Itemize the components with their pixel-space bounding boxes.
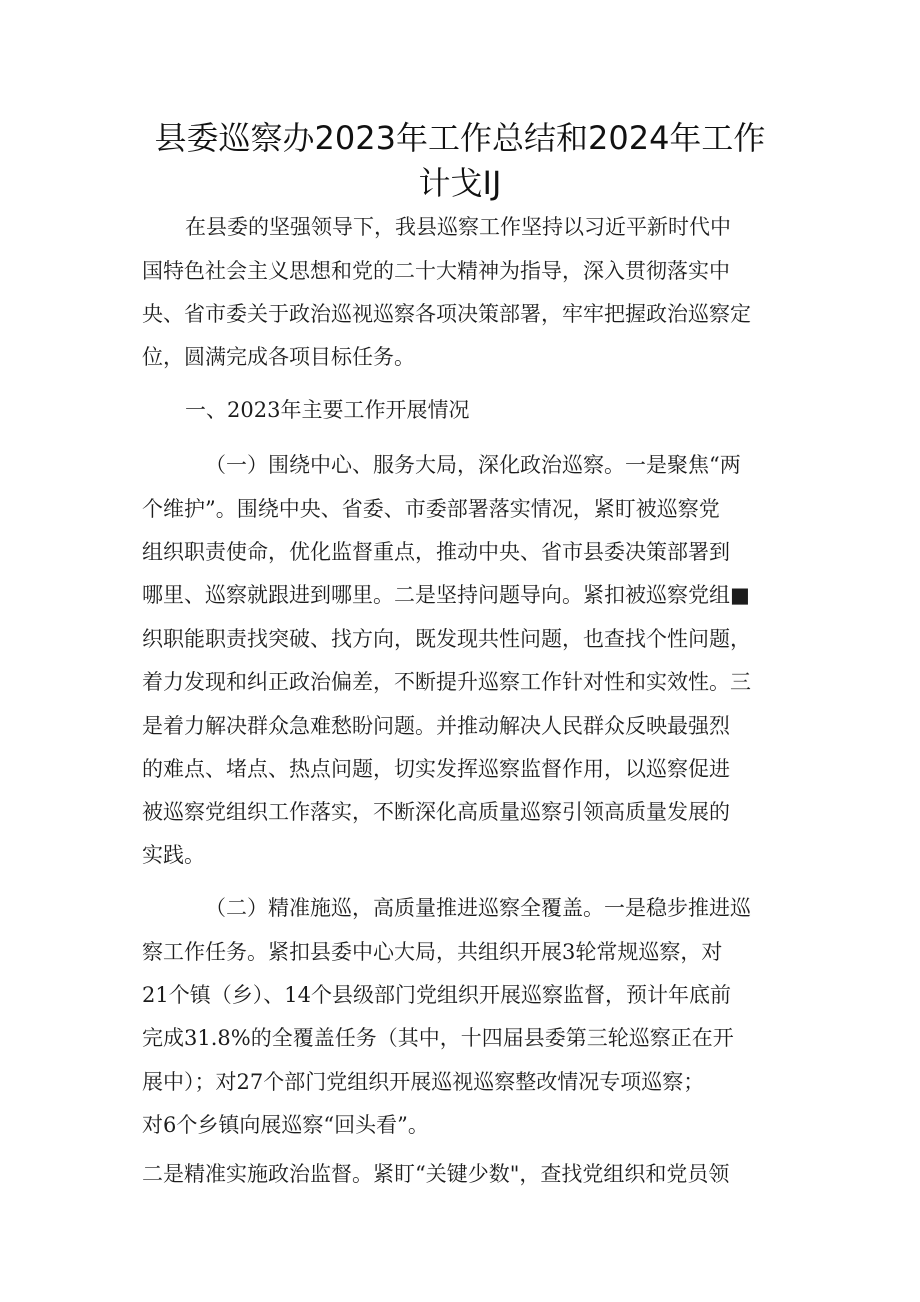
text-line: 21个镇（乡）、14个县级部门党组织开展巡察监督，预计年底前 xyxy=(142,983,731,1007)
text-line: 对6个乡镇向展巡察“回头看”。 xyxy=(142,1113,429,1137)
text-line: 展中）；对27个部门党组织开展巡视巡察整改情况专项巡察； xyxy=(142,1070,705,1094)
text-line: 二是精准实施政治监督。紧盯“关键少数"，查找党组织和党员领 xyxy=(142,1162,730,1186)
text-line: 察工作任务。紧扣县委中心大局，共组织开展3轮常规巡察，对 xyxy=(142,940,723,964)
text-line: （一）围绕中心、服务大局，深化政治巡察。一是聚焦“两 xyxy=(205,453,741,477)
text-line: 在县委的坚强领导下，我县巡察工作坚持以习近平新时代中 xyxy=(185,215,731,239)
text-line: 完成31.8%的全覆盖任务（其中，十四届县委第三轮巡察正在开 xyxy=(142,1026,734,1050)
text-line: 着力发现和纠正政治偏差，不断提升巡察工作针对性和实效性。三 xyxy=(142,670,751,694)
text-line: 是着力解决群众急难愁盼问题。并推动解决人民群众反映最强烈 xyxy=(142,714,730,738)
text-line: （二）精准施巡，高质量推进巡察全覆盖。一是稳步推进巡 xyxy=(205,896,751,920)
text-line: 国特色社会主义思想和党的二十大精神为指导，深入贯彻落实中 xyxy=(142,259,730,283)
text-line: 织职能职责找突破、找方向，既发现共性问题，也查找个性问题， xyxy=(142,627,751,651)
section-heading-text: 一、2023年主要工作开展情况 xyxy=(185,398,470,422)
text-line: 个维护”。围绕中央、省委、市委部署落实情况，紧盯被巡察党 xyxy=(142,497,720,521)
text-line: 央、省市委关于政治巡视巡察各项决策部署，牢牢把握政治巡察定 xyxy=(142,302,751,326)
text-line: 位，圆满完成各项目标任务。 xyxy=(142,345,415,369)
text-line: 的难点、堵点、热点问题，切实发挥巡察监督作用，以巡察促进 xyxy=(142,757,730,781)
text-line: 被巡察党组织工作落实，不断深化高质量巡察引领高质量发展的 xyxy=(142,800,730,824)
text-line: 实践。 xyxy=(142,843,205,867)
text-line: 哪里、巡察就跟进到哪里。二是坚持问题导向。紧扣被巡察党组■ xyxy=(142,583,750,607)
document-title-line-1: 县委巡察办2023年工作总结和2024年工作 xyxy=(154,119,766,157)
document-title-line-2: 计戈IJ xyxy=(418,164,502,202)
text-line: 组织职责使命，优化监督重点，推动中央、省市县委决策部署到 xyxy=(142,540,730,564)
